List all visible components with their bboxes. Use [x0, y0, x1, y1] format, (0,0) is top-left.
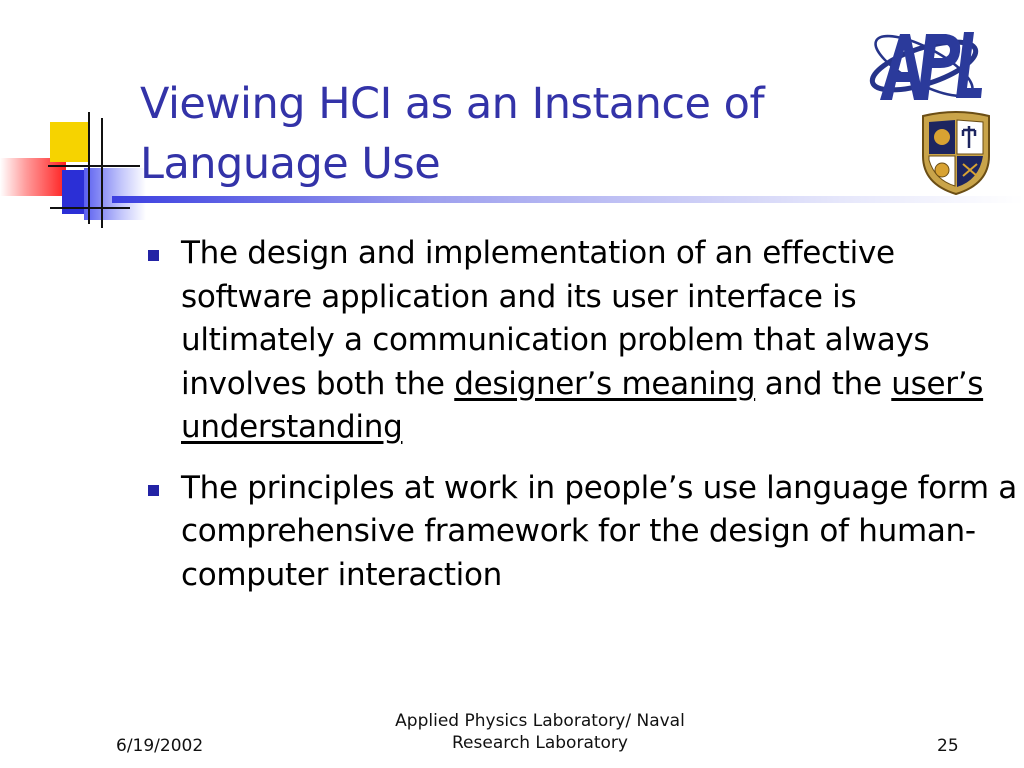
- decorative-yellow-square: [50, 122, 88, 162]
- footer-organization: [370, 710, 710, 754]
- slide-title: [140, 74, 860, 194]
- footer-page-number: 25: [937, 736, 959, 756]
- bullet-1-text: The design and implementation of an effective software application and its user interface is ultimately a communication problem that always involves both the: [181, 235, 930, 402]
- footer-org-line1: Applied Physics Laboratory/ Naval: [395, 711, 685, 731]
- title-underline-rule: [112, 196, 1024, 203]
- decorative-red-bar: [0, 158, 66, 196]
- bullet-item-2: [148, 467, 1018, 598]
- decorative-vertical-line-2: [101, 118, 103, 228]
- bullet-1-underlined-designers-meaning: designer’s meaning: [454, 365, 756, 402]
- slide-title-line1: Viewing HCI as an Instance of: [140, 79, 765, 129]
- bullet-2-text: The principles at work in people’s use language form a comprehensive framework for the design of human-computer interaction: [181, 469, 1017, 593]
- footer-org-line2: Research Laboratory: [452, 733, 628, 753]
- bullet-item-1: [148, 232, 1018, 450]
- apl-logo-icon: [866, 20, 984, 112]
- bullet-1-middle-text: and the: [755, 365, 892, 402]
- slide-title-line2: Language Use: [140, 139, 441, 189]
- bullet-square-icon: [148, 250, 159, 261]
- decorative-horizontal-line: [48, 165, 140, 167]
- bullet-list: [148, 232, 1018, 597]
- bullet-square-icon: [148, 485, 159, 496]
- decorative-horizontal-line-2: [50, 207, 130, 209]
- decorative-blue-gradient: [84, 168, 146, 220]
- footer-date: 6/19/2002: [116, 736, 204, 756]
- nrl-crest-icon: [919, 110, 993, 196]
- bullet-1-underlined-users-understanding: user’s understanding: [181, 365, 984, 445]
